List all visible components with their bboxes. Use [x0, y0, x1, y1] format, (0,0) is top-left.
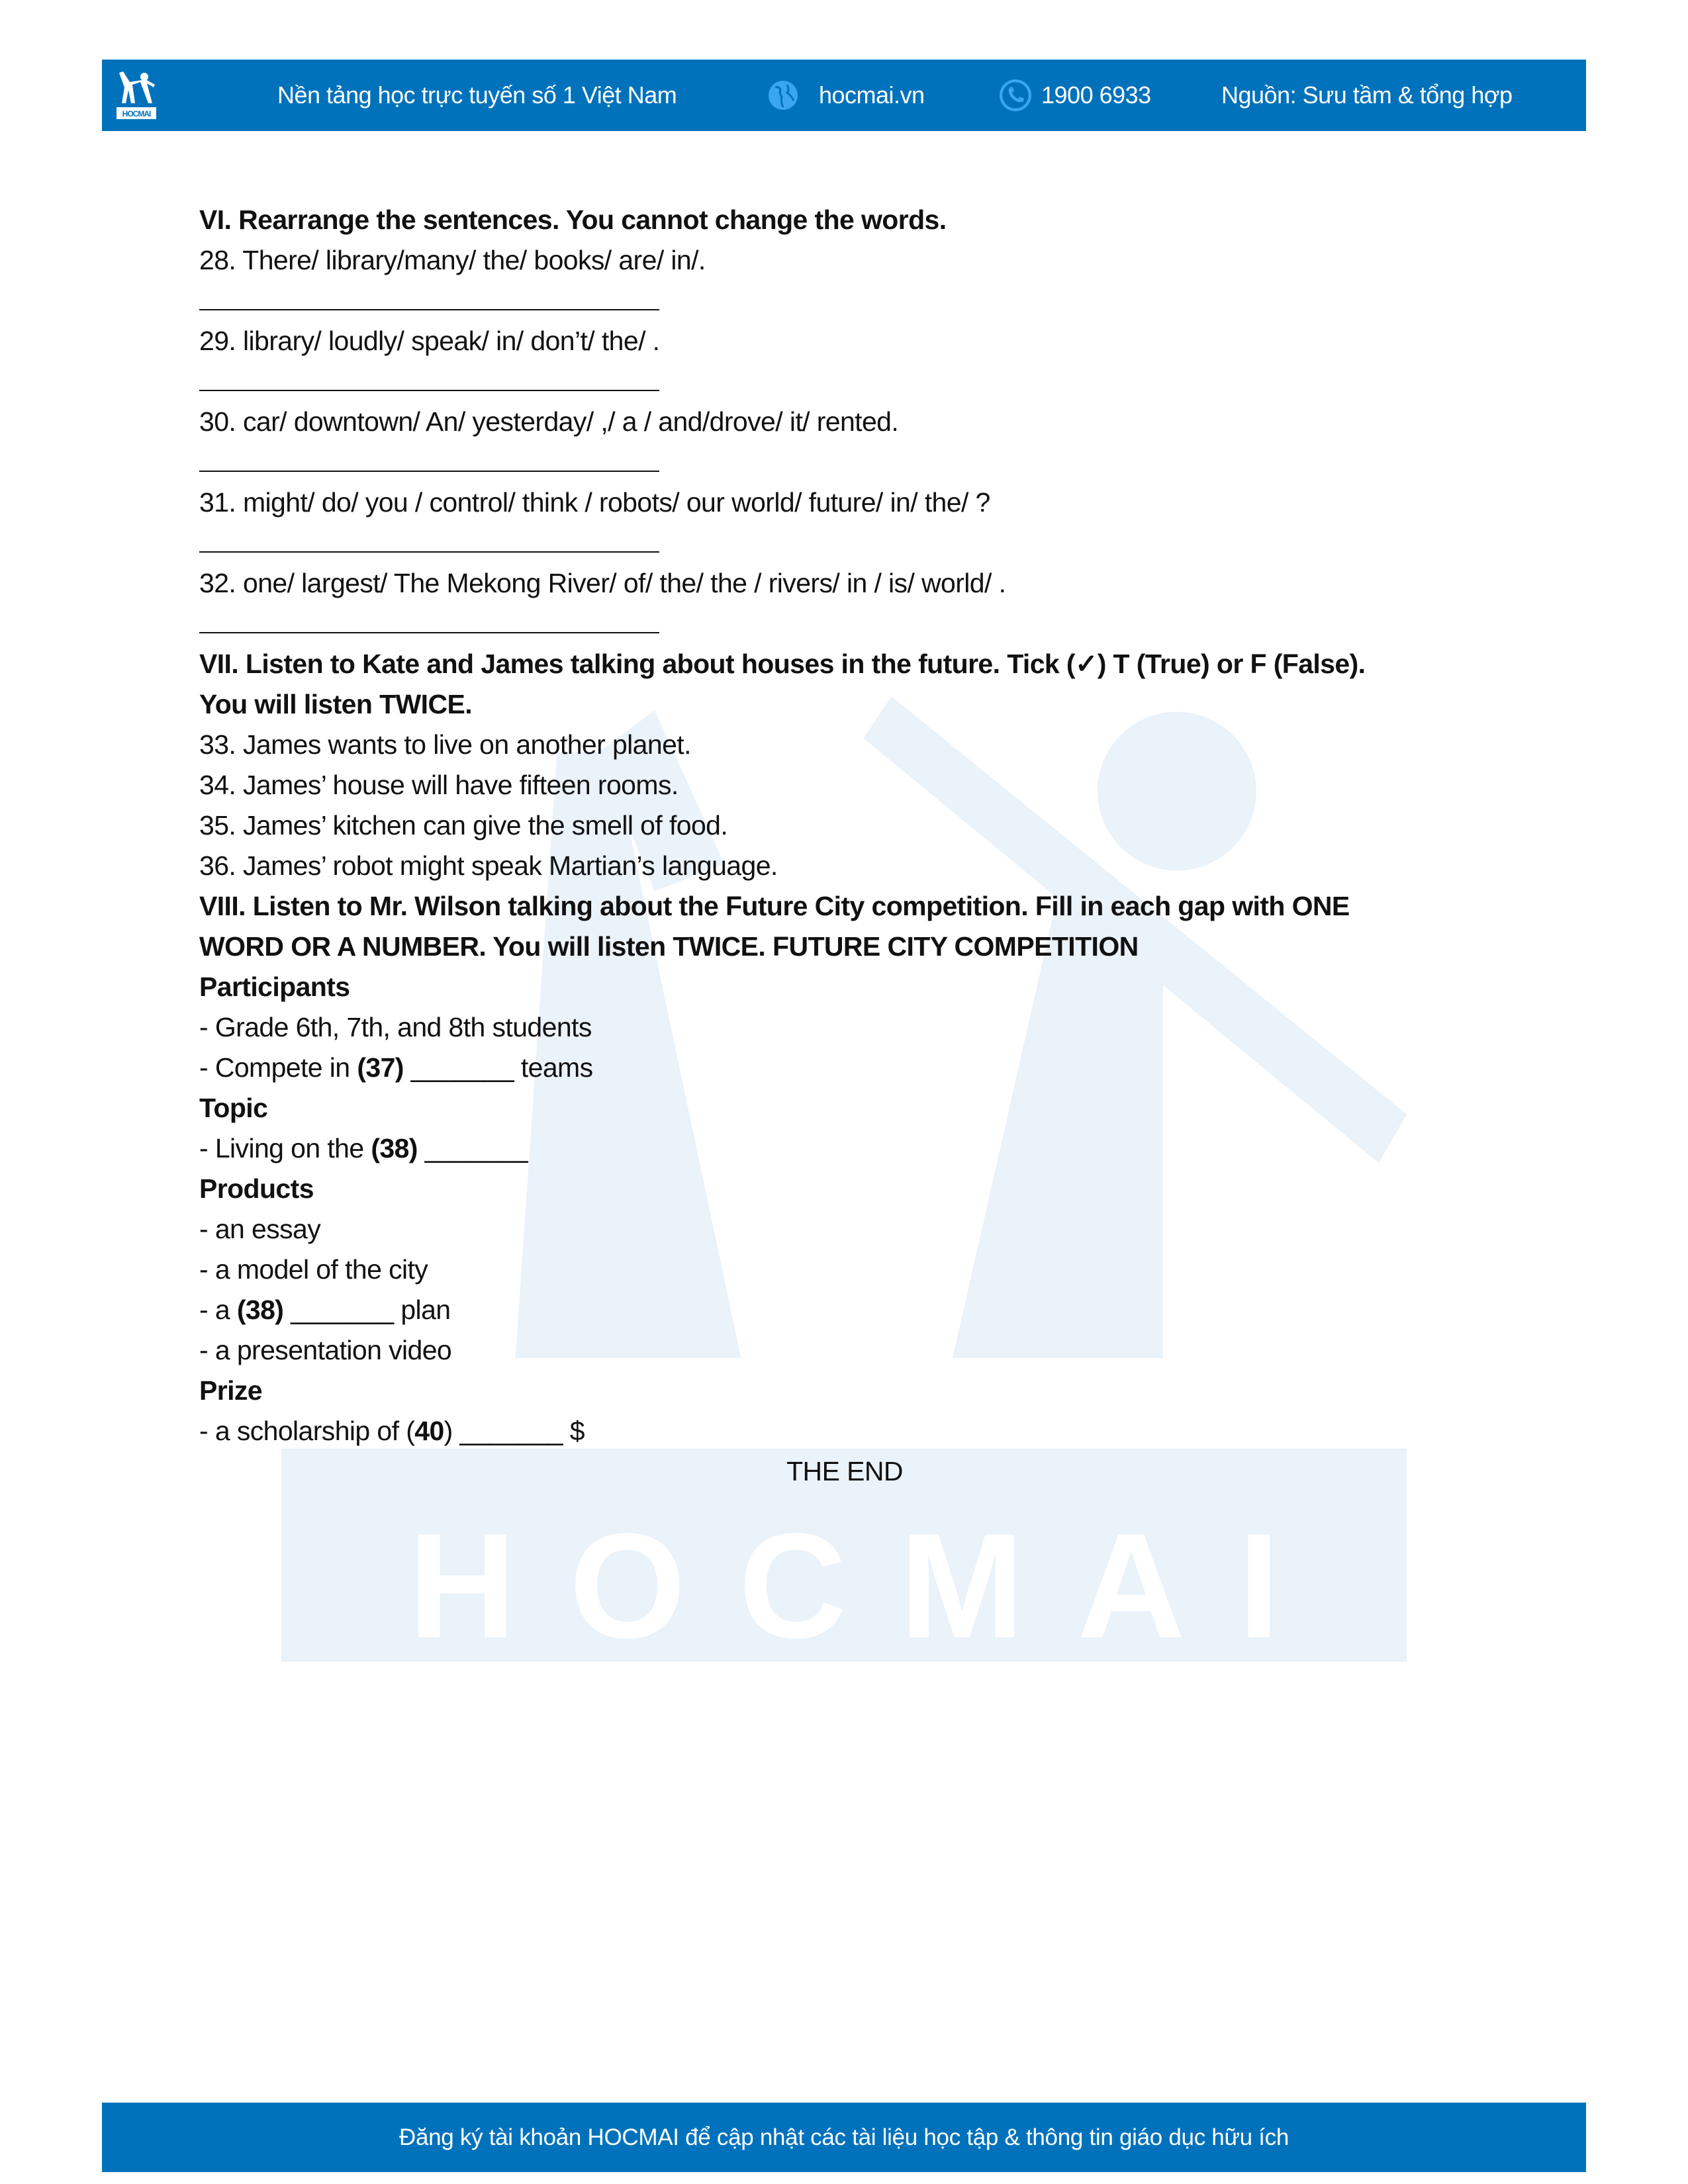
products-heading: Products: [199, 1173, 314, 1204]
q37-number: (37): [357, 1052, 404, 1083]
section-8-title: VIII. Listen to Mr. Wilson talking about the Future City competition. Fill in each gap with ONE: [199, 891, 1350, 921]
header-tagline: Nền tảng học trực tuyến số 1 Việt Nam: [277, 81, 677, 109]
source-text: Nguồn: Sưu tầm & tổng hợp: [1221, 81, 1513, 109]
product-essay: - an essay: [199, 1214, 321, 1244]
answer-line-31[interactable]: [199, 523, 659, 553]
phone-link[interactable]: [999, 60, 1151, 131]
svg-text:HOCMAI: HOCMAI: [122, 109, 151, 118]
question-40: [199, 1411, 1490, 1451]
worksheet-content: [199, 200, 1490, 1492]
product-video: - a presentation video: [199, 1335, 452, 1365]
prize-heading: Prize: [199, 1375, 262, 1406]
question-38-topic: [199, 1128, 1490, 1169]
website-link[interactable]: [767, 60, 925, 131]
question-28: 28. There/ library/many/ the/ books/ are/ in/.: [199, 245, 706, 275]
question-38-plan: [199, 1290, 1490, 1330]
footer-text: Đăng ký tài khoản HOCMAI để cập nhật các tài liệu học tập & thông tin giáo dục hữu ích: [399, 2124, 1289, 2150]
website-text: hocmai.vn: [819, 81, 925, 109]
section-6-title: VI. Rearrange the sentences. You cannot change the words.: [199, 205, 947, 235]
phone-icon: [999, 79, 1032, 112]
topic-heading: Topic: [199, 1093, 268, 1123]
the-end: THE END: [786, 1456, 903, 1486]
q38-gap[interactable]: _______: [417, 1133, 528, 1163]
section-8-title-cont: WORD OR A NUMBER. You will listen TWICE. FUTURE CITY COMPETITION: [199, 931, 1139, 962]
q38b-gap[interactable]: _______ plan: [283, 1295, 451, 1325]
question-34: 34. James’ house will have fifteen rooms.: [199, 770, 679, 800]
section-7-title-cont: You will listen TWICE.: [199, 689, 472, 719]
footer-bar[interactable]: [102, 2103, 1586, 2172]
q38b-text: - a: [199, 1295, 237, 1325]
q38b-number: (38): [236, 1295, 284, 1325]
question-33: 33. James wants to live on another planet.: [199, 729, 691, 760]
q37-gap[interactable]: _______ teams: [403, 1052, 593, 1083]
participants-heading: Participants: [199, 972, 350, 1002]
question-37: [199, 1048, 1490, 1088]
q40-number: 40: [414, 1416, 444, 1446]
q37-text: - Compete in: [199, 1052, 357, 1083]
section-7-title: VII. Listen to Kate and James talking about houses in the future. Tick (✓) T (True) or F (False).: [199, 649, 1366, 679]
q40-text: - a scholarship of (: [199, 1416, 415, 1446]
answer-line-30[interactable]: [199, 442, 659, 472]
header-bar: [102, 60, 1586, 131]
globe-icon: [767, 79, 799, 111]
question-35: 35. James’ kitchen can give the smell of food.: [199, 810, 728, 841]
hocmai-logo[interactable]: [102, 60, 168, 131]
answer-line-32[interactable]: [199, 604, 659, 633]
phone-number: 1900 6933: [1041, 81, 1151, 109]
q40-gap[interactable]: ) _______ $: [444, 1416, 585, 1446]
hocmai-logo-icon: [109, 69, 162, 122]
question-31: 31. might/ do/ you / control/ think / robots/ our world/ future/ in/ the/ ?: [199, 487, 990, 518]
participants-grades: - Grade 6th, 7th, and 8th students: [199, 1012, 592, 1042]
question-30: 30. car/ downtown/ An/ yesterday/ ,/ a / and/drove/ it/ rented.: [199, 406, 899, 437]
watermark-text: HOCMAI: [408, 1510, 1333, 1661]
answer-line-28[interactable]: [199, 281, 659, 310]
question-32: 32. one/ largest/ The Mekong River/ of/ the/ the / rivers/ in / is/ world/ .: [199, 568, 1006, 598]
answer-line-29[interactable]: [199, 361, 659, 391]
question-36: 36. James’ robot might speak Martian’s language.: [199, 850, 778, 881]
question-29: 29. library/ loudly/ speak/ in/ don’t/ the/ .: [199, 326, 660, 356]
product-model: - a model of the city: [199, 1254, 428, 1285]
q38-number: (38): [371, 1133, 418, 1163]
q38-text: - Living on the: [199, 1133, 371, 1163]
